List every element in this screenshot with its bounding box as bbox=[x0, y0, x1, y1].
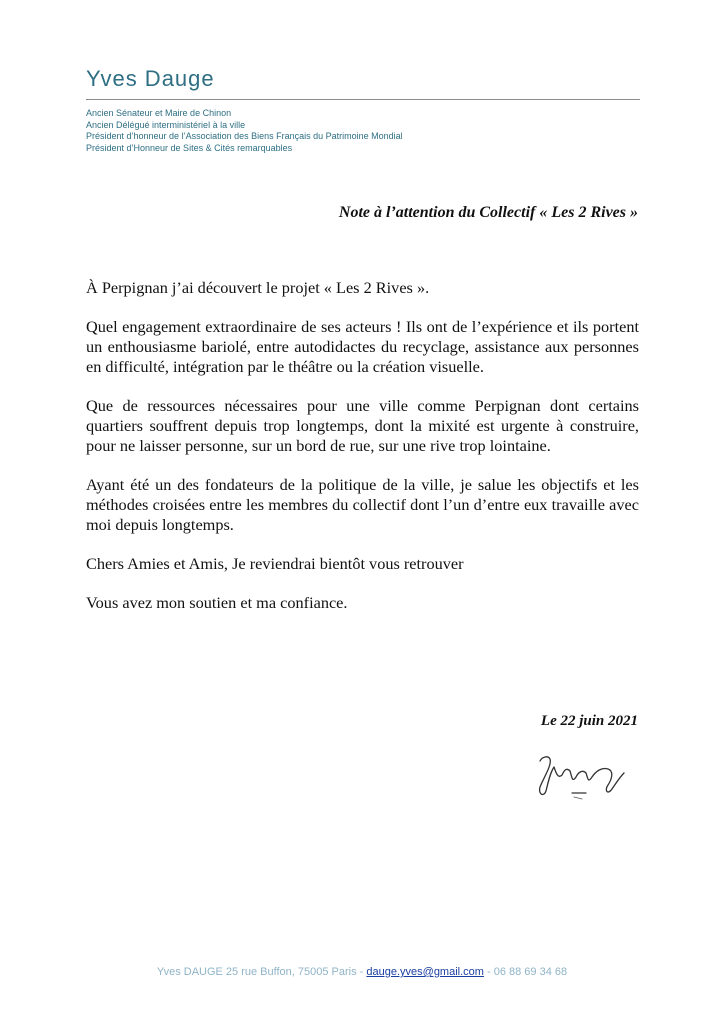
footer bbox=[0, 966, 724, 978]
letterhead-name: Yves Dauge bbox=[86, 66, 215, 91]
letterhead-rule bbox=[86, 99, 640, 100]
paragraph: Ayant été un des fondateurs de la politique de la ville, je salue les objectifs et les méthodes croisées entre les membres du collectif dont l’un d’entre eux travaille avec moi depuis longtemps. bbox=[86, 475, 639, 534]
title-line: Ancien Sénateur et Maire de Chinon bbox=[86, 108, 232, 118]
letter-date: Le 22 juin 2021 bbox=[540, 713, 638, 729]
letter-body bbox=[86, 278, 639, 632]
footer-email-link[interactable]: dauge.yves@gmail.com bbox=[366, 966, 484, 978]
title-line: Président d’Honneur de Sites & Cités remarquables bbox=[86, 142, 293, 153]
paragraph: Quel engagement extraordinaire de ses acteurs ! Ils ont de l’expérience et ils portent un enthousiasme bariolé, entre autodidactes du recyclage, assistance aux personnes en difficulté, intégration par le théâtre ou la création visuelle. bbox=[86, 317, 639, 376]
title-line: Président d’honneur de l’Association des Biens Français du Patrimoine Mondial bbox=[86, 131, 403, 141]
paragraph: À Perpignan j’ai découvert le projet « Les 2 Rives ». bbox=[86, 278, 430, 297]
paragraph: Chers Amies et Amis, Je reviendrai bientôt vous retrouver bbox=[86, 554, 464, 573]
title-line: Ancien Délégué interministériel à la ville bbox=[86, 119, 246, 130]
note-title: Note à l’attention du Collectif « Les 2 Rives » bbox=[338, 204, 638, 221]
paragraph: Que de ressources nécessaires pour une ville comme Perpignan dont certains quartiers souffrent depuis trop longtemps, dont la mixité est urgente à construire, pour ne laisser personne, sur un bord de rue, sur une rive trop lointaine. bbox=[86, 396, 639, 455]
letterhead-titles bbox=[86, 108, 403, 154]
footer-address: Yves DAUGE 25 rue Buffon, 75005 Paris - bbox=[156, 966, 367, 978]
handwritten-signature bbox=[528, 743, 632, 803]
paragraph: Vous avez mon soutien et ma confiance. bbox=[86, 593, 348, 612]
footer-phone: - 06 88 69 34 68 bbox=[483, 966, 568, 978]
